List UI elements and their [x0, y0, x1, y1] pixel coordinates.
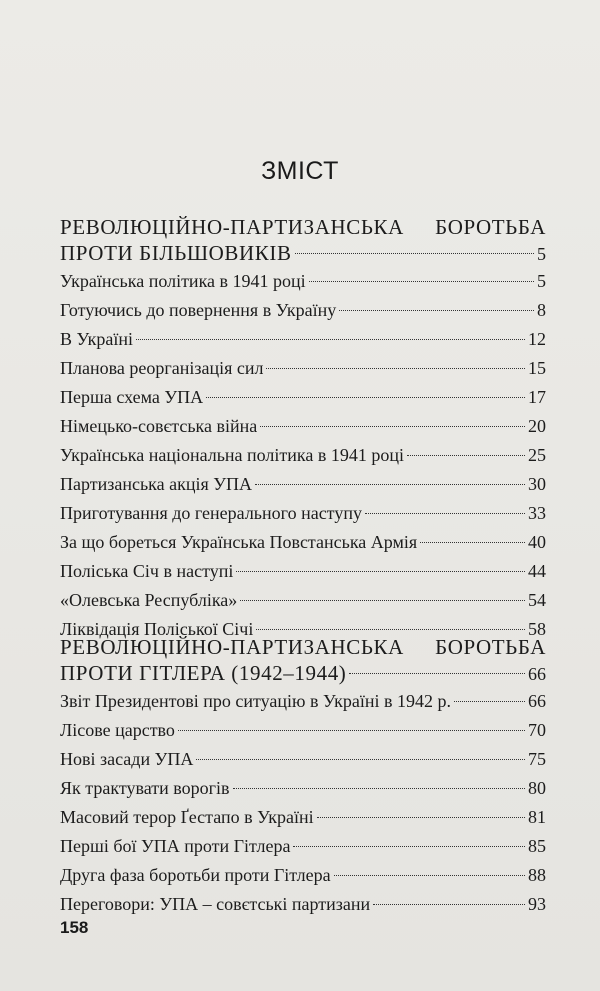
dot-leader	[334, 874, 525, 876]
page-ref: 80	[528, 778, 546, 798]
toc-entry[interactable]	[60, 325, 546, 354]
dot-leader	[349, 672, 525, 674]
page-ref: 75	[528, 749, 546, 769]
entry-title: Перші бої УПА проти Гітлера	[60, 836, 291, 856]
section-heading-text: ПРОТИ БІЛЬШОВИКІВ	[60, 241, 292, 265]
entry-title: Лісове царство	[60, 720, 175, 740]
entry-title: Нові засади УПА	[60, 749, 194, 769]
entry-title: В Україні	[60, 329, 134, 349]
toc-entry[interactable]	[60, 890, 546, 919]
dot-leader	[178, 729, 525, 731]
page-ref: 81	[528, 807, 546, 827]
dot-leader	[420, 541, 525, 543]
page-ref: 66	[528, 664, 546, 684]
toc-entry[interactable]	[60, 803, 546, 832]
section-heading: РЕВОЛЮЦІЙНО-ПАРТИЗАНСЬКА БОРОТЬБА	[60, 635, 546, 659]
page-ref: 54	[528, 590, 546, 610]
page-number: 158	[60, 918, 89, 937]
page-ref: 8	[537, 300, 546, 320]
page-ref: 93	[528, 894, 546, 914]
toc-entry[interactable]	[60, 832, 546, 861]
toc-section-2	[60, 634, 546, 919]
page-ref: 40	[528, 532, 546, 552]
entry-title: Приготування до генерального наступу	[60, 503, 362, 523]
dot-leader	[136, 338, 525, 340]
section-heading: РЕВОЛЮЦІЙНО-ПАРТИЗАНСЬКА БОРОТЬБА	[60, 215, 546, 239]
dot-leader	[454, 700, 525, 702]
toc-entry[interactable]	[60, 774, 546, 803]
dot-leader	[206, 396, 525, 398]
toc-section-1	[60, 214, 546, 644]
page-ref: 58	[528, 619, 546, 639]
dot-leader	[295, 252, 534, 254]
toc-entry[interactable]	[60, 716, 546, 745]
entry-title: Планова реорганізація сил	[60, 358, 264, 378]
dot-leader	[233, 787, 525, 789]
entry-title: Друга фаза боротьби проти Гітлера	[60, 865, 331, 885]
section-heading-line2[interactable]	[60, 240, 546, 267]
dot-leader	[196, 758, 525, 760]
dot-leader	[240, 599, 525, 601]
toc-entry[interactable]	[60, 383, 546, 412]
toc-entry[interactable]	[60, 687, 546, 716]
dot-leader	[407, 454, 525, 456]
toc-entry[interactable]	[60, 441, 546, 470]
page-title: ЗМІСТ	[261, 157, 339, 185]
entry-title: «Олевська Республіка»	[60, 590, 238, 610]
entry-title: Партизанська акція УПА	[60, 474, 253, 494]
page-ref: 25	[528, 445, 546, 465]
toc-entry[interactable]	[60, 412, 546, 441]
dot-leader	[260, 425, 525, 427]
entry-title: Німецько-совєтська війна	[60, 416, 258, 436]
toc-entry[interactable]	[60, 354, 546, 383]
toc-entry[interactable]	[60, 528, 546, 557]
dot-leader	[255, 483, 525, 485]
entry-title: Готуючись до повернення в Україну	[60, 300, 337, 320]
toc-entry[interactable]	[60, 586, 546, 615]
page-ref: 20	[528, 416, 546, 436]
dot-leader	[339, 309, 534, 311]
toc-entry[interactable]	[60, 499, 546, 528]
entry-title: Перша схема УПА	[60, 387, 204, 407]
page-ref: 66	[528, 691, 546, 711]
dot-leader	[266, 367, 525, 369]
section-heading-text: ПРОТИ ГІТЛЕРА (1942–1944)	[60, 661, 347, 685]
page-ref: 5	[537, 244, 546, 264]
entry-title: Ліквідація Поліської Січі	[60, 619, 254, 639]
dot-leader	[293, 845, 525, 847]
page-ref: 85	[528, 836, 546, 856]
page-ref: 44	[528, 561, 546, 581]
dot-leader	[373, 903, 525, 905]
page-ref: 33	[528, 503, 546, 523]
page-ref: 70	[528, 720, 546, 740]
entry-title: Українська національна політика в 1941 році	[60, 445, 405, 465]
dot-leader	[365, 512, 525, 514]
toc-entry[interactable]	[60, 557, 546, 586]
entry-title: За що бореться Українська Повстанська Армія	[60, 532, 418, 552]
page-ref: 15	[528, 358, 546, 378]
toc-entry[interactable]	[60, 296, 546, 325]
toc-entry[interactable]	[60, 267, 546, 296]
dot-leader	[317, 816, 525, 818]
page-ref: 5	[537, 271, 546, 291]
entry-title: Звіт Президентові про ситуацію в Україні в 1942 р.	[60, 691, 451, 711]
entry-title: Масовий терор Ґестапо в Україні	[60, 807, 314, 827]
entry-title: Поліська Січ в наступі	[60, 561, 234, 581]
toc-entry[interactable]	[60, 861, 546, 890]
entry-title: Українська політика в 1941 році	[60, 271, 306, 291]
section-heading-line2[interactable]	[60, 660, 546, 687]
page-ref: 17	[528, 387, 546, 407]
dot-leader	[256, 628, 525, 630]
entry-title: Переговори: УПА – совєтські партизани	[60, 894, 371, 914]
toc-entry[interactable]	[60, 745, 546, 774]
page-ref: 88	[528, 865, 546, 885]
dot-leader	[309, 280, 534, 282]
toc-entry[interactable]	[60, 470, 546, 499]
page-ref: 30	[528, 474, 546, 494]
page-ref: 12	[528, 329, 546, 349]
dot-leader	[236, 570, 525, 572]
entry-title: Як трактувати ворогів	[60, 778, 230, 798]
